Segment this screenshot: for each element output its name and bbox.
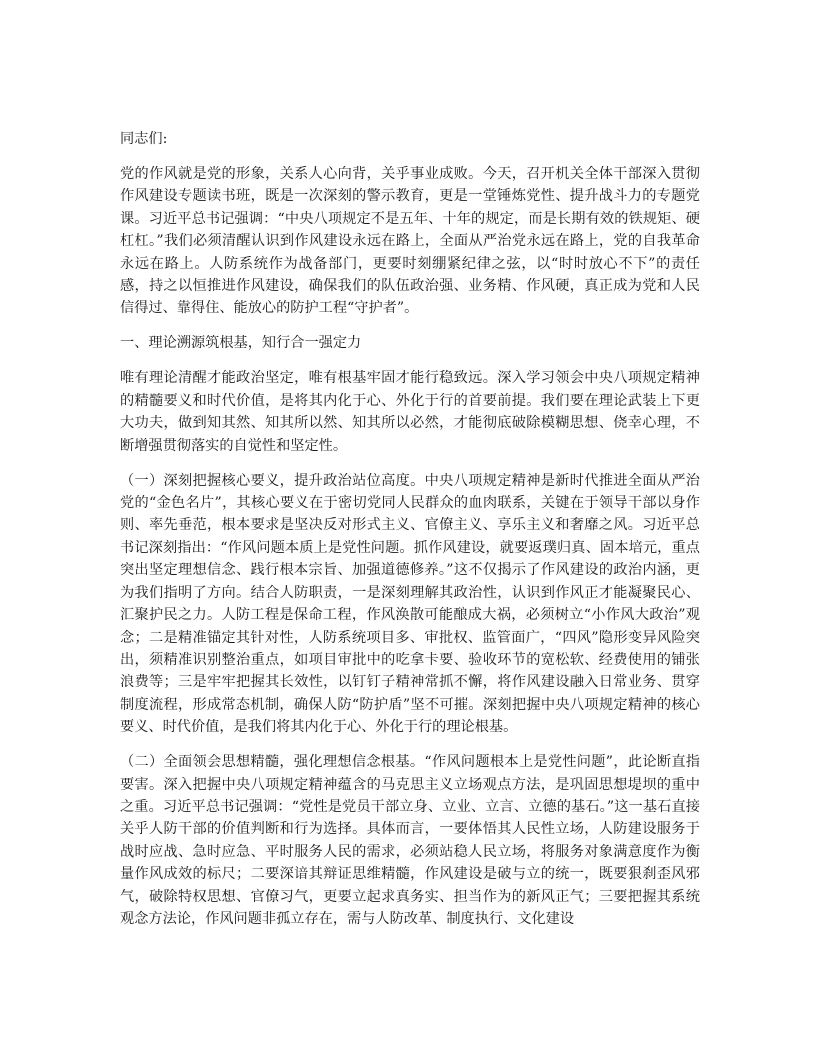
document-body	[120, 128, 700, 943]
point-two-paragraph: （二）全面领会思想精髓，强化理想信念根基。“作风问题根本上是党性问题”，此论断直指要害。深入把握中央八项规定精神蕴含的马克思主义立场观点方法，是巩固思想堤坝的重中之重。习近平总书记强调：“党性是党员干部立身、立业、立言、立德的基石。”这一基石直接关乎人防干部的价值判断和行为选择。具体而言，一要体悟其人民性立场，人防建设服务于战时应战、急时应急、平时服务人民的需求，必须站稳人民立场，将服务对象满意度作为衡量作风成效的标尺；二要深谙其辩证思维精髓，作风建设是破与立的统一，既要狠刹歪风邪气，破除特权思想、官僚习气，更要立起求真务实、担当作为的新风正气；三要把握其系统观念方法论，作风问题非孤立存在，需与人防改革、制度执行、文化建设	[120, 754, 700, 927]
intro-paragraph: 党的作风就是党的形象，关系人心向背，关乎事业成败。今天，召开机关全体干部深入贯彻作风建设专题读书班，既是一次深刻的警示教育，更是一堂锤炼党性、提升战斗力的专题党课。习近平总书记强调：“中央八项规定不是五年、十年的规定，而是长期有效的铁规矩、硬杠杠。”我们必须清醒认识到作风建设永远在路上，全面从严治党永远在路上，党的自我革命永远在路上。人防系统作为战备部门，更要时刻绷紧纪律之弦，以“时时放心不下”的责任感，持之以恒推进作风建设，确保我们的队伍政治强、业务精、作风硬，真正成为党和人民信得过、靠得住、能放心的防护工程“守护者”。	[120, 166, 700, 317]
section-heading: 一、理论溯源筑根基，知行合一强定力	[120, 335, 362, 352]
salutation: 同志们:	[120, 131, 168, 147]
point-one-paragraph: （一）深刻把握核心要义，提升政治站位高度。中央八项规定精神是新时代推进全面从严治党的“金色名片”，其核心要义在于密切党同人民群众的血肉联系，关键在于领导干部以身作则、率先垂范，根本要求是坚决反对形式主义、官僚主义、享乐主义和奢靡之风。习近平总书记深刻指出：“作风问题本质上是党性问题。抓作风建设，就要返璞归真、固本培元，重点突出坚定理想信念、践行根本宗旨、加强道德修养。”这不仅揭示了作风建设的政治内涵，更为我们指明了方向。结合人防职责，一是深刻理解其政治性，认识到作风正才能凝聚民心、汇聚护民之力。人防工程是保命工程，作风涣散可能酿成大祸，必须树立“小作风大政治”观念；二是精准锚定其针对性，人防系统项目多、审批权、监管面广，“四风”隐形变异风险突出，须精准识别整治重点，如项目审批中的吃拿卡要、验收环节的宽松软、经费使用的铺张浪费等；三是牢牢把握其长效性，以钉钉子精神常抓不懈，将作风建设融入日常业务、贯穿制度流程，形成常态机制，确保人防“防护盾”坚不可摧。深刻把握中央八项规定精神的核心要义、时代价值，是我们将其内化于心、外化于行的理论根基。	[120, 472, 700, 736]
section-intro-paragraph: 唯有理论清醒才能政治坚定，唯有根基牢固才能行稳致远。深入学习领会中央八项规定精神的精髓要义和时代价值，是将其内化于心、外化于行的首要前提。我们要在理论武装上下更大功夫，做到知其然、知其所以然、知其所以必然，才能彻底破除模糊思想、侥幸心理，不断增强贯彻落实的自觉性和坚定性。	[120, 370, 700, 454]
